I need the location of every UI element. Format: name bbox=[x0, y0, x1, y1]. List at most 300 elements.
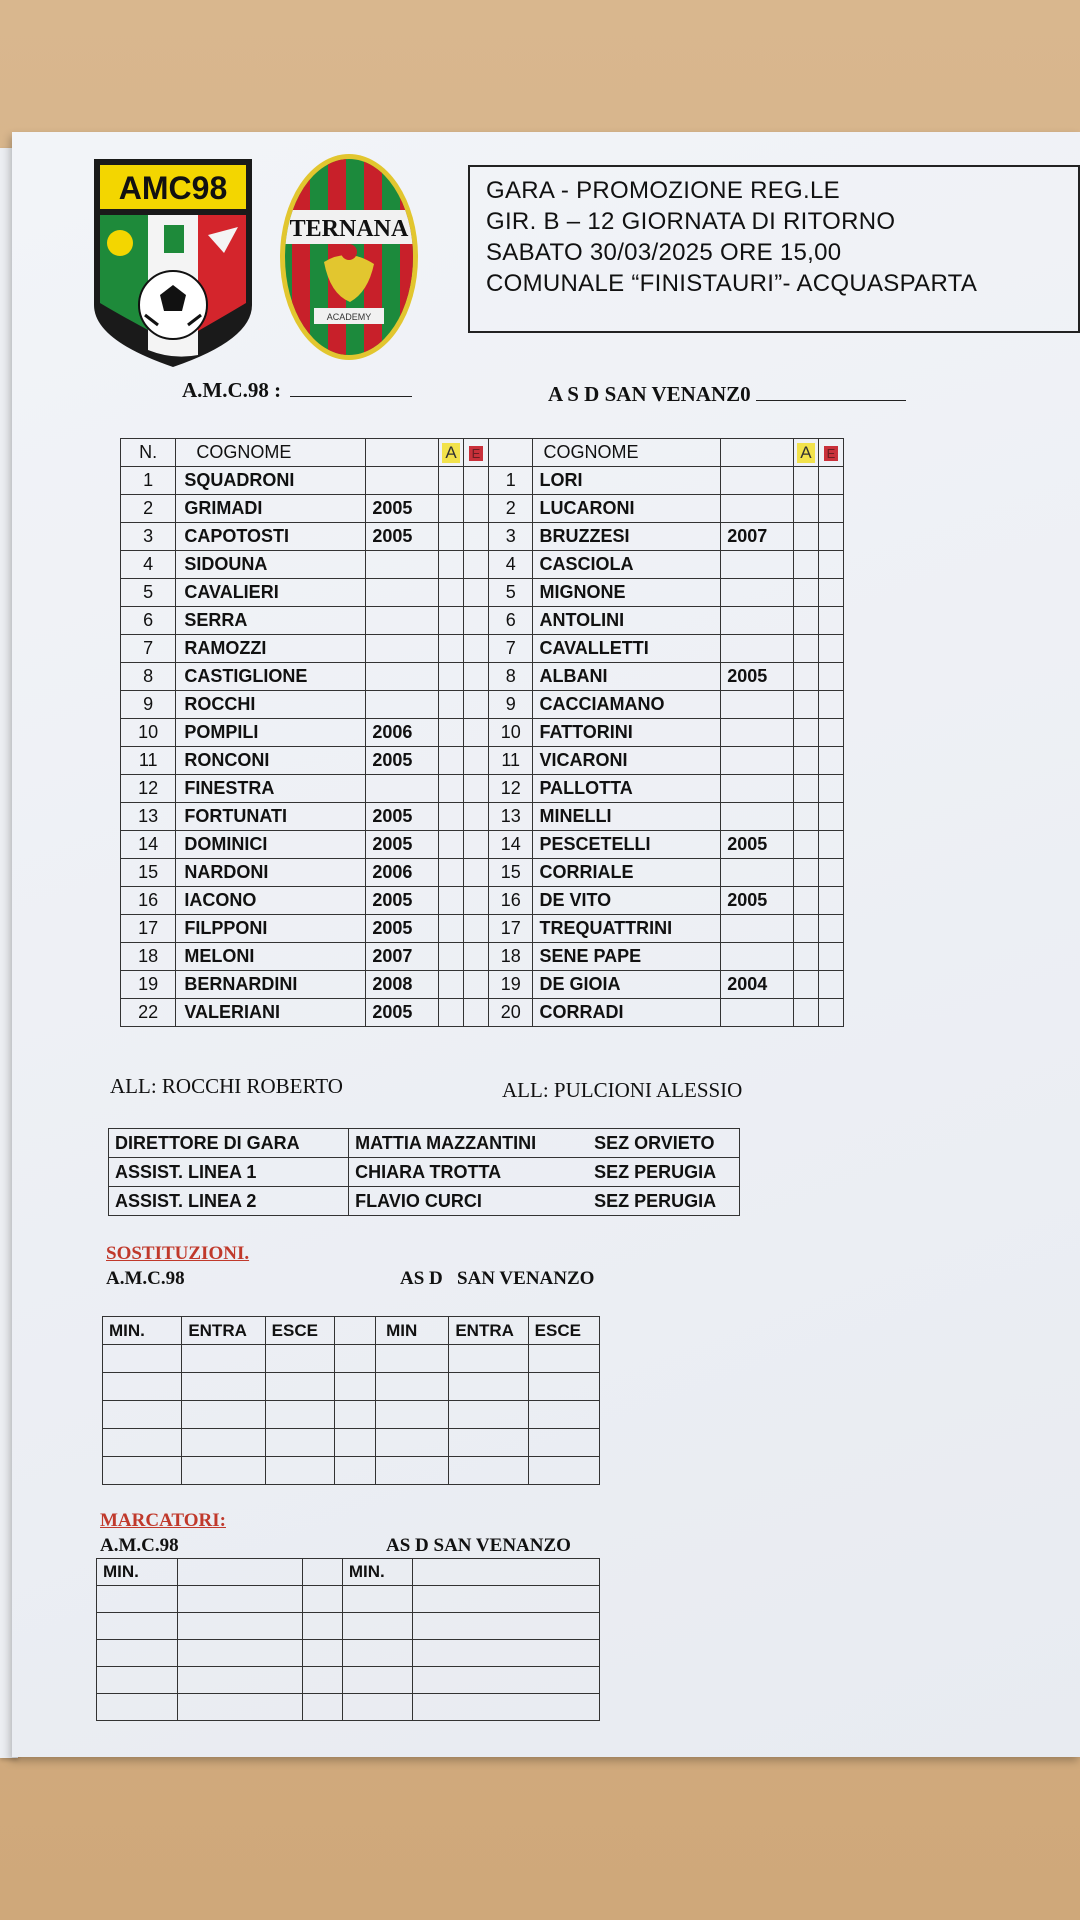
subs-row-cell bbox=[528, 1429, 599, 1457]
roster-home-yellow-cell bbox=[439, 719, 464, 747]
roster-home-number: 11 bbox=[121, 747, 176, 775]
roster-home-yellow-cell bbox=[439, 747, 464, 775]
roster-home-birth-year bbox=[366, 467, 439, 495]
subs-row-cell bbox=[103, 1373, 182, 1401]
scorers-table bbox=[96, 1558, 600, 1721]
roster-header-row bbox=[121, 439, 844, 467]
red-card-marker: E bbox=[469, 446, 484, 461]
scorers-row-cell bbox=[303, 1613, 343, 1640]
roster-home-birth-year: 2006 bbox=[366, 859, 439, 887]
roster-home-red-cell bbox=[464, 971, 489, 999]
roster-home-birth-year: 2005 bbox=[366, 803, 439, 831]
roster-away-red-cell bbox=[818, 943, 843, 971]
roster-away-yellow-cell bbox=[793, 971, 818, 999]
roster-row bbox=[121, 495, 844, 523]
scorers-row-cell bbox=[97, 1694, 178, 1721]
roster-home-yellow-cell bbox=[439, 831, 464, 859]
roster-home-number: 1 bbox=[121, 467, 176, 495]
scorers-home-team: A.M.C.98 bbox=[100, 1535, 179, 1556]
roster-table bbox=[120, 438, 844, 1027]
match-info-box bbox=[468, 165, 1080, 333]
roster-header-year-away bbox=[721, 439, 794, 467]
roster-away-number: 20 bbox=[488, 999, 533, 1027]
roster-away-birth-year bbox=[721, 551, 794, 579]
yellow-card-marker: A bbox=[797, 443, 814, 463]
roster-header-surname-away: COGNOME bbox=[533, 439, 721, 467]
subs-row-cell bbox=[449, 1373, 528, 1401]
roster-home-number: 12 bbox=[121, 775, 176, 803]
roster-home-number: 19 bbox=[121, 971, 176, 999]
roster-away-number: 6 bbox=[488, 607, 533, 635]
roster-home-birth-year bbox=[366, 551, 439, 579]
roster-row bbox=[121, 607, 844, 635]
roster-away-yellow-cell bbox=[793, 887, 818, 915]
roster-home-surname: GRIMADI bbox=[176, 495, 366, 523]
roster-away-red-cell bbox=[818, 663, 843, 691]
roster-home-birth-year: 2005 bbox=[366, 831, 439, 859]
roster-home-surname: FORTUNATI bbox=[176, 803, 366, 831]
roster-home-yellow-cell bbox=[439, 971, 464, 999]
scorers-row-cell bbox=[177, 1586, 302, 1613]
roster-home-yellow-cell bbox=[439, 999, 464, 1027]
scorers-row-cell bbox=[97, 1613, 178, 1640]
roster-header-e-away bbox=[818, 439, 843, 467]
scorers-row bbox=[97, 1694, 600, 1721]
roster-away-yellow-cell bbox=[793, 915, 818, 943]
roster-home-surname: CAPOTOSTI bbox=[176, 523, 366, 551]
roster-away-red-cell bbox=[818, 607, 843, 635]
roster-away-birth-year bbox=[721, 775, 794, 803]
subs-row-cell bbox=[182, 1345, 265, 1373]
roster-home-yellow-cell bbox=[439, 579, 464, 607]
subs-row-cell bbox=[334, 1457, 375, 1485]
roster-away-birth-year bbox=[721, 915, 794, 943]
scorers-row bbox=[97, 1613, 600, 1640]
roster-header-number: N. bbox=[121, 439, 176, 467]
roster-away-number: 15 bbox=[488, 859, 533, 887]
roster-row bbox=[121, 915, 844, 943]
subs-row-cell bbox=[265, 1401, 334, 1429]
substitutions-table bbox=[102, 1316, 600, 1485]
roster-home-yellow-cell bbox=[439, 691, 464, 719]
subs-row-cell bbox=[528, 1401, 599, 1429]
roster-away-surname: CAVALLETTI bbox=[533, 635, 721, 663]
roster-away-number: 11 bbox=[488, 747, 533, 775]
scorers-away-team: AS D SAN VENANZO bbox=[386, 1535, 571, 1556]
roster-away-birth-year bbox=[721, 579, 794, 607]
subs-row-cell bbox=[376, 1373, 449, 1401]
roster-away-surname: CORRADI bbox=[533, 999, 721, 1027]
roster-away-number: 2 bbox=[488, 495, 533, 523]
roster-away-surname: LORI bbox=[533, 467, 721, 495]
scorers-row-cell bbox=[303, 1640, 343, 1667]
scorers-header-min-away: MIN. bbox=[342, 1559, 412, 1586]
roster-away-red-cell bbox=[818, 495, 843, 523]
subs-row-cell bbox=[103, 1345, 182, 1373]
official-section: SEZ PERUGIA bbox=[588, 1158, 739, 1187]
roster-away-surname: ANTOLINI bbox=[533, 607, 721, 635]
roster-home-red-cell bbox=[464, 663, 489, 691]
roster-header-year-home bbox=[366, 439, 439, 467]
roster-away-number: 1 bbox=[488, 467, 533, 495]
officials-table bbox=[108, 1128, 740, 1216]
roster-away-number: 9 bbox=[488, 691, 533, 719]
home-team-header bbox=[182, 378, 412, 403]
roster-away-red-cell bbox=[818, 691, 843, 719]
roster-home-number: 7 bbox=[121, 635, 176, 663]
scorers-row-cell bbox=[413, 1694, 600, 1721]
scorers-row-cell bbox=[413, 1613, 600, 1640]
ternana-logo-text: TERNANA bbox=[289, 216, 409, 242]
scorers-cell bbox=[413, 1559, 600, 1586]
roster-home-red-cell bbox=[464, 495, 489, 523]
amc98-logo bbox=[90, 155, 256, 370]
roster-home-red-cell bbox=[464, 943, 489, 971]
subs-header-in-away: ENTRA bbox=[449, 1317, 528, 1345]
yellow-card-marker: A bbox=[442, 443, 459, 463]
official-row bbox=[109, 1187, 740, 1216]
ternana-logo bbox=[278, 152, 420, 362]
roster-away-yellow-cell bbox=[793, 663, 818, 691]
scorers-row-cell bbox=[342, 1586, 412, 1613]
roster-away-number: 13 bbox=[488, 803, 533, 831]
roster-home-red-cell bbox=[464, 747, 489, 775]
roster-away-surname: PALLOTTA bbox=[533, 775, 721, 803]
roster-home-surname: SIDOUNA bbox=[176, 551, 366, 579]
roster-away-surname: TREQUATTRINI bbox=[533, 915, 721, 943]
subs-header-min-away: MIN bbox=[376, 1317, 449, 1345]
official-role: DIRETTORE DI GARA bbox=[109, 1129, 349, 1158]
roster-row bbox=[121, 775, 844, 803]
roster-away-surname: DE VITO bbox=[533, 887, 721, 915]
roster-home-number: 22 bbox=[121, 999, 176, 1027]
roster-away-surname: CACCIAMANO bbox=[533, 691, 721, 719]
roster-home-red-cell bbox=[464, 607, 489, 635]
roster-row bbox=[121, 719, 844, 747]
roster-home-number: 15 bbox=[121, 859, 176, 887]
scorers-header-min-home: MIN. bbox=[97, 1559, 178, 1586]
roster-home-red-cell bbox=[464, 719, 489, 747]
home-team-label: A.M.C.98 : bbox=[182, 378, 282, 402]
roster-home-birth-year bbox=[366, 691, 439, 719]
subs-row-cell bbox=[334, 1429, 375, 1457]
roster-away-surname: LUCARONI bbox=[533, 495, 721, 523]
roster-header-number-away bbox=[488, 439, 533, 467]
roster-home-birth-year bbox=[366, 663, 439, 691]
roster-row bbox=[121, 831, 844, 859]
roster-home-number: 6 bbox=[121, 607, 176, 635]
amc98-logo-text: AMC98 bbox=[118, 170, 228, 206]
match-competition: GARA - PROMOZIONE REG.LE bbox=[486, 177, 840, 204]
roster-row bbox=[121, 859, 844, 887]
subs-header-row bbox=[103, 1317, 600, 1345]
roster-away-yellow-cell bbox=[793, 859, 818, 887]
roster-row bbox=[121, 887, 844, 915]
roster-home-surname: POMPILI bbox=[176, 719, 366, 747]
roster-row bbox=[121, 691, 844, 719]
subs-row-cell bbox=[528, 1457, 599, 1485]
roster-home-birth-year: 2008 bbox=[366, 971, 439, 999]
roster-away-number: 16 bbox=[488, 887, 533, 915]
subs-row-cell bbox=[449, 1429, 528, 1457]
subs-row-cell bbox=[528, 1373, 599, 1401]
match-round: GIR. B – 12 GIORNATA DI RITORNO bbox=[486, 208, 896, 235]
roster-home-yellow-cell bbox=[439, 495, 464, 523]
roster-away-red-cell bbox=[818, 747, 843, 775]
scorers-row bbox=[97, 1586, 600, 1613]
official-section: SEZ PERUGIA bbox=[588, 1187, 739, 1216]
roster-home-yellow-cell bbox=[439, 943, 464, 971]
scorers-title: MARCATORI: bbox=[100, 1510, 226, 1531]
roster-home-surname: IACONO bbox=[176, 887, 366, 915]
scorers-row-cell bbox=[177, 1667, 302, 1694]
roster-away-yellow-cell bbox=[793, 495, 818, 523]
subs-header-min-home: MIN. bbox=[103, 1317, 182, 1345]
roster-away-number: 19 bbox=[488, 971, 533, 999]
scorers-row bbox=[97, 1640, 600, 1667]
roster-home-birth-year: 2005 bbox=[366, 999, 439, 1027]
roster-row bbox=[121, 579, 844, 607]
roster-home-yellow-cell bbox=[439, 663, 464, 691]
subs-row-cell bbox=[334, 1345, 375, 1373]
roster-home-red-cell bbox=[464, 831, 489, 859]
roster-away-birth-year bbox=[721, 719, 794, 747]
roster-away-yellow-cell bbox=[793, 943, 818, 971]
roster-home-number: 8 bbox=[121, 663, 176, 691]
subs-row bbox=[103, 1429, 600, 1457]
official-row bbox=[109, 1158, 740, 1187]
roster-home-surname: SERRA bbox=[176, 607, 366, 635]
subs-row-cell bbox=[265, 1429, 334, 1457]
roster-home-birth-year: 2005 bbox=[366, 887, 439, 915]
roster-home-surname: ROCCHI bbox=[176, 691, 366, 719]
official-name: MATTIA MAZZANTINI bbox=[349, 1129, 588, 1158]
roster-away-number: 17 bbox=[488, 915, 533, 943]
roster-row bbox=[121, 943, 844, 971]
roster-away-yellow-cell bbox=[793, 719, 818, 747]
roster-home-surname: RAMOZZI bbox=[176, 635, 366, 663]
roster-home-red-cell bbox=[464, 803, 489, 831]
roster-away-birth-year bbox=[721, 495, 794, 523]
roster-home-yellow-cell bbox=[439, 635, 464, 663]
roster-away-birth-year bbox=[721, 859, 794, 887]
roster-away-number: 4 bbox=[488, 551, 533, 579]
subs-header-out-away: ESCE bbox=[528, 1317, 599, 1345]
roster-home-surname: NARDONI bbox=[176, 859, 366, 887]
away-coach: ALL: PULCIONI ALESSIO bbox=[502, 1078, 743, 1102]
roster-away-red-cell bbox=[818, 551, 843, 579]
roster-away-number: 8 bbox=[488, 663, 533, 691]
roster-away-surname: VICARONI bbox=[533, 747, 721, 775]
roster-away-yellow-cell bbox=[793, 747, 818, 775]
roster-home-number: 17 bbox=[121, 915, 176, 943]
roster-home-yellow-cell bbox=[439, 551, 464, 579]
roster-home-surname: DOMINICI bbox=[176, 831, 366, 859]
scorers-row-cell bbox=[342, 1667, 412, 1694]
roster-home-number: 3 bbox=[121, 523, 176, 551]
roster-home-yellow-cell bbox=[439, 467, 464, 495]
scorers-row-cell bbox=[177, 1613, 302, 1640]
scorers-row-cell bbox=[342, 1613, 412, 1640]
roster-home-surname: RONCONI bbox=[176, 747, 366, 775]
roster-away-surname: BRUZZESI bbox=[533, 523, 721, 551]
roster-row bbox=[121, 523, 844, 551]
roster-away-red-cell bbox=[818, 887, 843, 915]
roster-home-surname: VALERIANI bbox=[176, 999, 366, 1027]
scorers-row-cell bbox=[303, 1586, 343, 1613]
subs-row-cell bbox=[182, 1401, 265, 1429]
roster-home-number: 2 bbox=[121, 495, 176, 523]
roster-away-surname: SENE PAPE bbox=[533, 943, 721, 971]
roster-away-yellow-cell bbox=[793, 691, 818, 719]
roster-home-number: 4 bbox=[121, 551, 176, 579]
subs-header-in-home: ENTRA bbox=[182, 1317, 265, 1345]
roster-home-birth-year: 2005 bbox=[366, 915, 439, 943]
roster-home-red-cell bbox=[464, 551, 489, 579]
scorers-row-cell bbox=[303, 1667, 343, 1694]
subs-row-cell bbox=[265, 1373, 334, 1401]
roster-away-yellow-cell bbox=[793, 523, 818, 551]
scorers-row-cell bbox=[97, 1667, 178, 1694]
roster-away-number: 12 bbox=[488, 775, 533, 803]
roster-home-red-cell bbox=[464, 887, 489, 915]
roster-away-number: 7 bbox=[488, 635, 533, 663]
roster-away-birth-year: 2007 bbox=[721, 523, 794, 551]
roster-away-surname: MIGNONE bbox=[533, 579, 721, 607]
roster-home-surname: BERNARDINI bbox=[176, 971, 366, 999]
roster-row bbox=[121, 803, 844, 831]
roster-header-surname-home: COGNOME bbox=[176, 439, 366, 467]
roster-home-surname: CASTIGLIONE bbox=[176, 663, 366, 691]
scorers-row-cell bbox=[97, 1586, 178, 1613]
official-row bbox=[109, 1129, 740, 1158]
roster-home-yellow-cell bbox=[439, 803, 464, 831]
official-section: SEZ ORVIETO bbox=[588, 1129, 739, 1158]
roster-away-surname: CASCIOLA bbox=[533, 551, 721, 579]
roster-home-red-cell bbox=[464, 999, 489, 1027]
roster-home-birth-year bbox=[366, 607, 439, 635]
roster-away-red-cell bbox=[818, 803, 843, 831]
roster-home-red-cell bbox=[464, 579, 489, 607]
subs-row-cell bbox=[103, 1429, 182, 1457]
official-role: ASSIST. LINEA 2 bbox=[109, 1187, 349, 1216]
subs-row-cell bbox=[182, 1373, 265, 1401]
subs-row-cell bbox=[334, 1373, 375, 1401]
roster-away-birth-year: 2005 bbox=[721, 663, 794, 691]
roster-home-red-cell bbox=[464, 859, 489, 887]
roster-home-number: 10 bbox=[121, 719, 176, 747]
roster-home-yellow-cell bbox=[439, 775, 464, 803]
roster-away-red-cell bbox=[818, 971, 843, 999]
roster-away-surname: PESCETELLI bbox=[533, 831, 721, 859]
roster-away-red-cell bbox=[818, 467, 843, 495]
roster-away-number: 18 bbox=[488, 943, 533, 971]
roster-away-red-cell bbox=[818, 635, 843, 663]
scorers-header-row bbox=[97, 1559, 600, 1586]
roster-away-yellow-cell bbox=[793, 467, 818, 495]
roster-away-yellow-cell bbox=[793, 607, 818, 635]
roster-home-yellow-cell bbox=[439, 523, 464, 551]
roster-away-birth-year bbox=[721, 999, 794, 1027]
roster-home-red-cell bbox=[464, 635, 489, 663]
roster-home-red-cell bbox=[464, 523, 489, 551]
roster-away-number: 3 bbox=[488, 523, 533, 551]
away-team-blank bbox=[756, 400, 906, 401]
roster-away-birth-year: 2005 bbox=[721, 831, 794, 859]
scorers-row bbox=[97, 1667, 600, 1694]
scorers-row-cell bbox=[342, 1694, 412, 1721]
subs-home-team: A.M.C.98 bbox=[106, 1268, 185, 1289]
roster-home-number: 14 bbox=[121, 831, 176, 859]
roster-away-yellow-cell bbox=[793, 579, 818, 607]
scorers-row-cell bbox=[97, 1640, 178, 1667]
roster-home-yellow-cell bbox=[439, 887, 464, 915]
roster-away-red-cell bbox=[818, 719, 843, 747]
substitutions-title: SOSTITUZIONI. bbox=[106, 1243, 250, 1264]
roster-row bbox=[121, 551, 844, 579]
roster-home-birth-year: 2005 bbox=[366, 523, 439, 551]
roster-home-red-cell bbox=[464, 775, 489, 803]
roster-away-yellow-cell bbox=[793, 803, 818, 831]
roster-home-number: 16 bbox=[121, 887, 176, 915]
official-name: FLAVIO CURCI bbox=[349, 1187, 588, 1216]
roster-row bbox=[121, 635, 844, 663]
official-name: CHIARA TROTTA bbox=[349, 1158, 588, 1187]
roster-away-number: 14 bbox=[488, 831, 533, 859]
roster-home-surname: FILPPONI bbox=[176, 915, 366, 943]
scorers-row-cell bbox=[413, 1586, 600, 1613]
subs-row bbox=[103, 1401, 600, 1429]
subs-header-out-home: ESCE bbox=[265, 1317, 334, 1345]
match-datetime: SABATO 30/03/2025 ORE 15,00 bbox=[486, 239, 842, 266]
roster-header-a-home bbox=[439, 439, 464, 467]
subs-row bbox=[103, 1457, 600, 1485]
roster-home-surname: FINESTRA bbox=[176, 775, 366, 803]
roster-away-surname: CORRIALE bbox=[533, 859, 721, 887]
official-role: ASSIST. LINEA 1 bbox=[109, 1158, 349, 1187]
scorers-row-cell bbox=[177, 1640, 302, 1667]
roster-home-red-cell bbox=[464, 467, 489, 495]
roster-away-red-cell bbox=[818, 775, 843, 803]
roster-home-birth-year: 2006 bbox=[366, 719, 439, 747]
subs-row-cell bbox=[334, 1401, 375, 1429]
scorers-row-cell bbox=[303, 1694, 343, 1721]
subs-away-team: AS D SAN VENANZO bbox=[400, 1268, 595, 1289]
subs-row-cell bbox=[265, 1345, 334, 1373]
roster-home-yellow-cell bbox=[439, 607, 464, 635]
roster-away-surname: DE GIOIA bbox=[533, 971, 721, 999]
scorers-cell bbox=[177, 1559, 302, 1586]
subs-row-cell bbox=[449, 1457, 528, 1485]
roster-away-surname: MINELLI bbox=[533, 803, 721, 831]
roster-away-red-cell bbox=[818, 579, 843, 607]
roster-away-yellow-cell bbox=[793, 551, 818, 579]
roster-row bbox=[121, 663, 844, 691]
roster-home-birth-year bbox=[366, 635, 439, 663]
roster-home-surname: SQUADRONI bbox=[176, 467, 366, 495]
roster-away-number: 5 bbox=[488, 579, 533, 607]
roster-header-e-home bbox=[464, 439, 489, 467]
home-coach: ALL: ROCCHI ROBERTO bbox=[110, 1074, 343, 1098]
roster-home-birth-year bbox=[366, 775, 439, 803]
subs-row-cell bbox=[528, 1345, 599, 1373]
home-team-blank bbox=[290, 396, 412, 397]
match-venue: COMUNALE “FINISTAURI”- ACQUASPARTA bbox=[486, 270, 978, 297]
subs-row-cell bbox=[103, 1457, 182, 1485]
roster-away-yellow-cell bbox=[793, 831, 818, 859]
roster-away-red-cell bbox=[818, 859, 843, 887]
roster-home-yellow-cell bbox=[439, 915, 464, 943]
